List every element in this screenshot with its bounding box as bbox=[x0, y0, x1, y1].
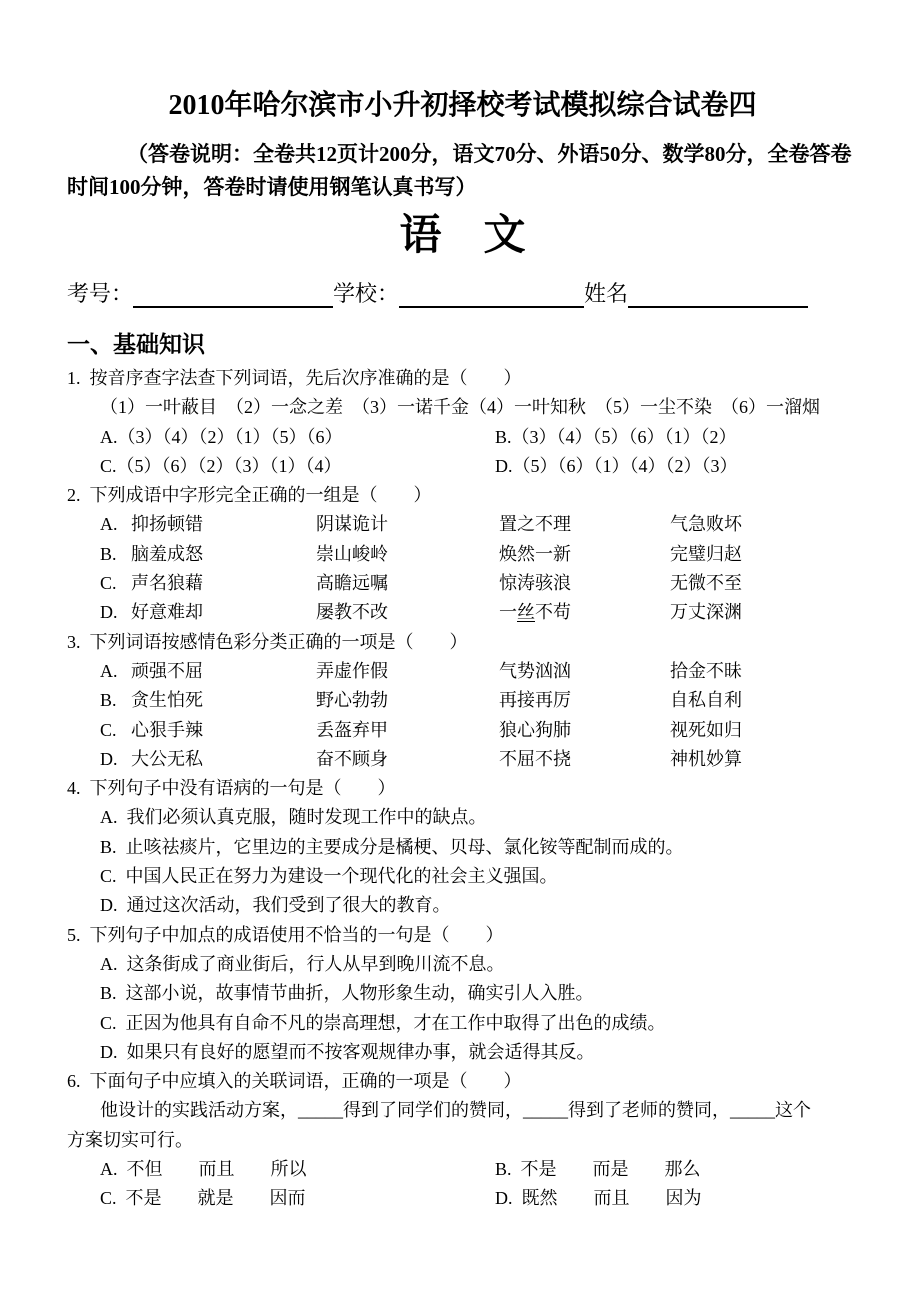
exam-number-label: 考号： bbox=[67, 281, 134, 306]
option-b: B.（3）（4）（5）（6）（1）（2） bbox=[495, 426, 737, 447]
section-heading: 一、基础知识 bbox=[67, 332, 205, 357]
question-stem: 4. 下列句子中没有语病的一句是（ ） bbox=[67, 778, 396, 799]
idiom: 心狠手辣 bbox=[131, 719, 203, 740]
idiom-row-b bbox=[67, 540, 858, 569]
question-stem-continued: 方案切实可行。 bbox=[67, 1129, 193, 1150]
idiom: 置之不理 bbox=[499, 514, 571, 535]
idiom: 万丈深渊 bbox=[670, 602, 742, 623]
exam-title: 2010年哈尔滨市小升初择校考试模拟综合试卷四 bbox=[168, 90, 757, 121]
school-blank bbox=[399, 276, 584, 308]
underlined-character: 丝 bbox=[517, 602, 535, 623]
question-5 bbox=[67, 921, 858, 1067]
option-d: D. 通过这次活动，我们受到了很大的教育。 bbox=[100, 895, 451, 916]
option-a: A.（3）（4）（2）（1）（5）（6） bbox=[100, 426, 343, 447]
idiom: 抑扬顿错 bbox=[131, 514, 203, 535]
question-4 bbox=[67, 774, 858, 920]
idiom: 拾金不昧 bbox=[670, 660, 742, 681]
student-info-row bbox=[67, 270, 858, 308]
question-stem: 3. 下列词语按感情色彩分类正确的一项是（ ） bbox=[67, 631, 468, 652]
question-options-row bbox=[67, 1184, 858, 1213]
option-a: A. 不但 而且 所以 bbox=[100, 1159, 307, 1180]
question-1 bbox=[67, 364, 858, 481]
school-label: 学校： bbox=[333, 281, 400, 306]
idiom-part: 一 bbox=[499, 602, 517, 623]
question-stem: 2. 下列成语中字形完全正确的一组是（ ） bbox=[67, 485, 432, 506]
option-b: B. 这部小说，故事情节曲折，人物形象生动，确实引人入胜。 bbox=[100, 983, 594, 1004]
option-c: C. 不是 就是 因而 bbox=[100, 1188, 306, 1209]
idiom: 大公无私 bbox=[131, 748, 203, 769]
idiom-row-a bbox=[67, 657, 858, 686]
option-d: D. 既然 而且 因为 bbox=[495, 1188, 702, 1209]
exam-number-blank bbox=[133, 276, 333, 308]
idiom: 完璧归赵 bbox=[670, 543, 742, 564]
question-6 bbox=[67, 1067, 858, 1213]
idiom: 气急败坏 bbox=[670, 514, 742, 535]
question-3 bbox=[67, 628, 858, 774]
idiom-part: 不苟 bbox=[535, 602, 571, 623]
name-blank bbox=[628, 276, 808, 308]
idiom: 屡教不改 bbox=[316, 602, 388, 623]
idiom: 气势汹汹 bbox=[499, 660, 571, 681]
subject-title: 语 文 bbox=[399, 213, 526, 259]
option-a: A. 这条街成了商业街后，行人从早到晚川流不息。 bbox=[100, 953, 505, 974]
option-c: C. 正因为他具有自命不凡的崇高理想，才在工作中取得了出色的成绩。 bbox=[100, 1012, 666, 1033]
question-options-row bbox=[67, 423, 858, 452]
question-2 bbox=[67, 481, 858, 627]
question-options-row bbox=[67, 1155, 858, 1184]
option-label: A. bbox=[100, 660, 118, 681]
idiom: 阴谋诡计 bbox=[316, 514, 388, 535]
idiom: 丢盔弃甲 bbox=[316, 719, 388, 740]
idiom: 无微不至 bbox=[670, 573, 742, 594]
idiom: 好意难却 bbox=[131, 602, 203, 623]
idiom: 脑羞成怒 bbox=[131, 543, 203, 564]
question-stem: 1. 按音序查字法查下列词语，先后次序准确的是（ ） bbox=[67, 368, 522, 388]
idiom: 野心勃勃 bbox=[316, 690, 388, 711]
idiom: 声名狼藉 bbox=[131, 573, 203, 594]
name-label: 姓名 bbox=[584, 281, 629, 306]
idiom-row-c bbox=[67, 569, 858, 598]
idiom: 贪生怕死 bbox=[131, 690, 203, 711]
option-a: A. 我们必须认真克服，随时发现工作中的缺点。 bbox=[100, 807, 487, 828]
idiom-row-b bbox=[67, 686, 858, 715]
question-stem: 6. 下面句子中应填入的关联词语，正确的一项是（ ） bbox=[67, 1071, 522, 1092]
option-b: B. 不是 而是 那么 bbox=[495, 1159, 701, 1180]
idiom: 奋不顾身 bbox=[316, 748, 388, 769]
idiom: 自私自利 bbox=[670, 690, 742, 711]
option-label: D. bbox=[100, 748, 118, 769]
idiom: 高瞻远嘱 bbox=[316, 573, 388, 594]
option-label: A. bbox=[100, 514, 118, 535]
question-items-line: （1）一叶蔽目 （2）一念之差 （3）一诺千金（4）一叶知秋 （5）一尘不染 （6）一溜烟 bbox=[100, 397, 820, 418]
idiom: 顽强不屈 bbox=[131, 660, 203, 681]
question-options-row bbox=[67, 452, 858, 481]
option-label: C. bbox=[100, 573, 117, 594]
idiom-row-c bbox=[67, 716, 858, 745]
option-c: C. 中国人民正在努力为建设一个现代化的社会主义强国。 bbox=[100, 866, 558, 887]
idiom-row-a bbox=[67, 510, 858, 539]
idiom: 视死如归 bbox=[670, 719, 742, 740]
option-label: C. bbox=[100, 719, 117, 740]
idiom: 惊涛骇浪 bbox=[499, 573, 571, 594]
option-label: B. bbox=[100, 543, 117, 564]
option-label: B. bbox=[100, 690, 117, 711]
option-label: D. bbox=[100, 602, 118, 623]
idiom-row-d bbox=[67, 745, 858, 774]
option-c: C.（5）（6）（2）（3）（1）（4） bbox=[100, 455, 342, 476]
exam-instructions: （答卷说明：全卷共12页计200分，语文70分、外语50分、数学80分，全卷答卷时间100分钟，答卷时请使用钢笔认真书写） bbox=[67, 142, 852, 199]
idiom: 再接再厉 bbox=[499, 690, 571, 711]
option-b: B. 止咳祛痰片，它里边的主要成分是橘梗、贝母、氯化铵等配制而成的。 bbox=[100, 836, 684, 857]
idiom: 不屈不挠 bbox=[499, 748, 571, 769]
idiom: 弄虚作假 bbox=[316, 660, 388, 681]
idiom: 神机妙算 bbox=[670, 748, 742, 769]
idiom-with-underline bbox=[499, 598, 670, 627]
idiom-row-d bbox=[67, 598, 858, 627]
idiom: 狼心狗肺 bbox=[499, 719, 571, 740]
option-d: D. 如果只有良好的愿望而不按客观规律办事，就会适得其反。 bbox=[100, 1041, 595, 1062]
idiom: 焕然一新 bbox=[499, 543, 571, 564]
question-stem: 5. 下列句子中加点的成语使用不恰当的一句是（ ） bbox=[67, 924, 504, 945]
option-d: D.（5）（6）（1）（4）（2）（3） bbox=[495, 455, 738, 476]
question-stem-continued: 他设计的实践活动方案，_____得到了同学们的赞同，_____得到了老师的赞同，_____这个 bbox=[100, 1100, 811, 1121]
idiom: 崇山峻岭 bbox=[316, 543, 388, 564]
